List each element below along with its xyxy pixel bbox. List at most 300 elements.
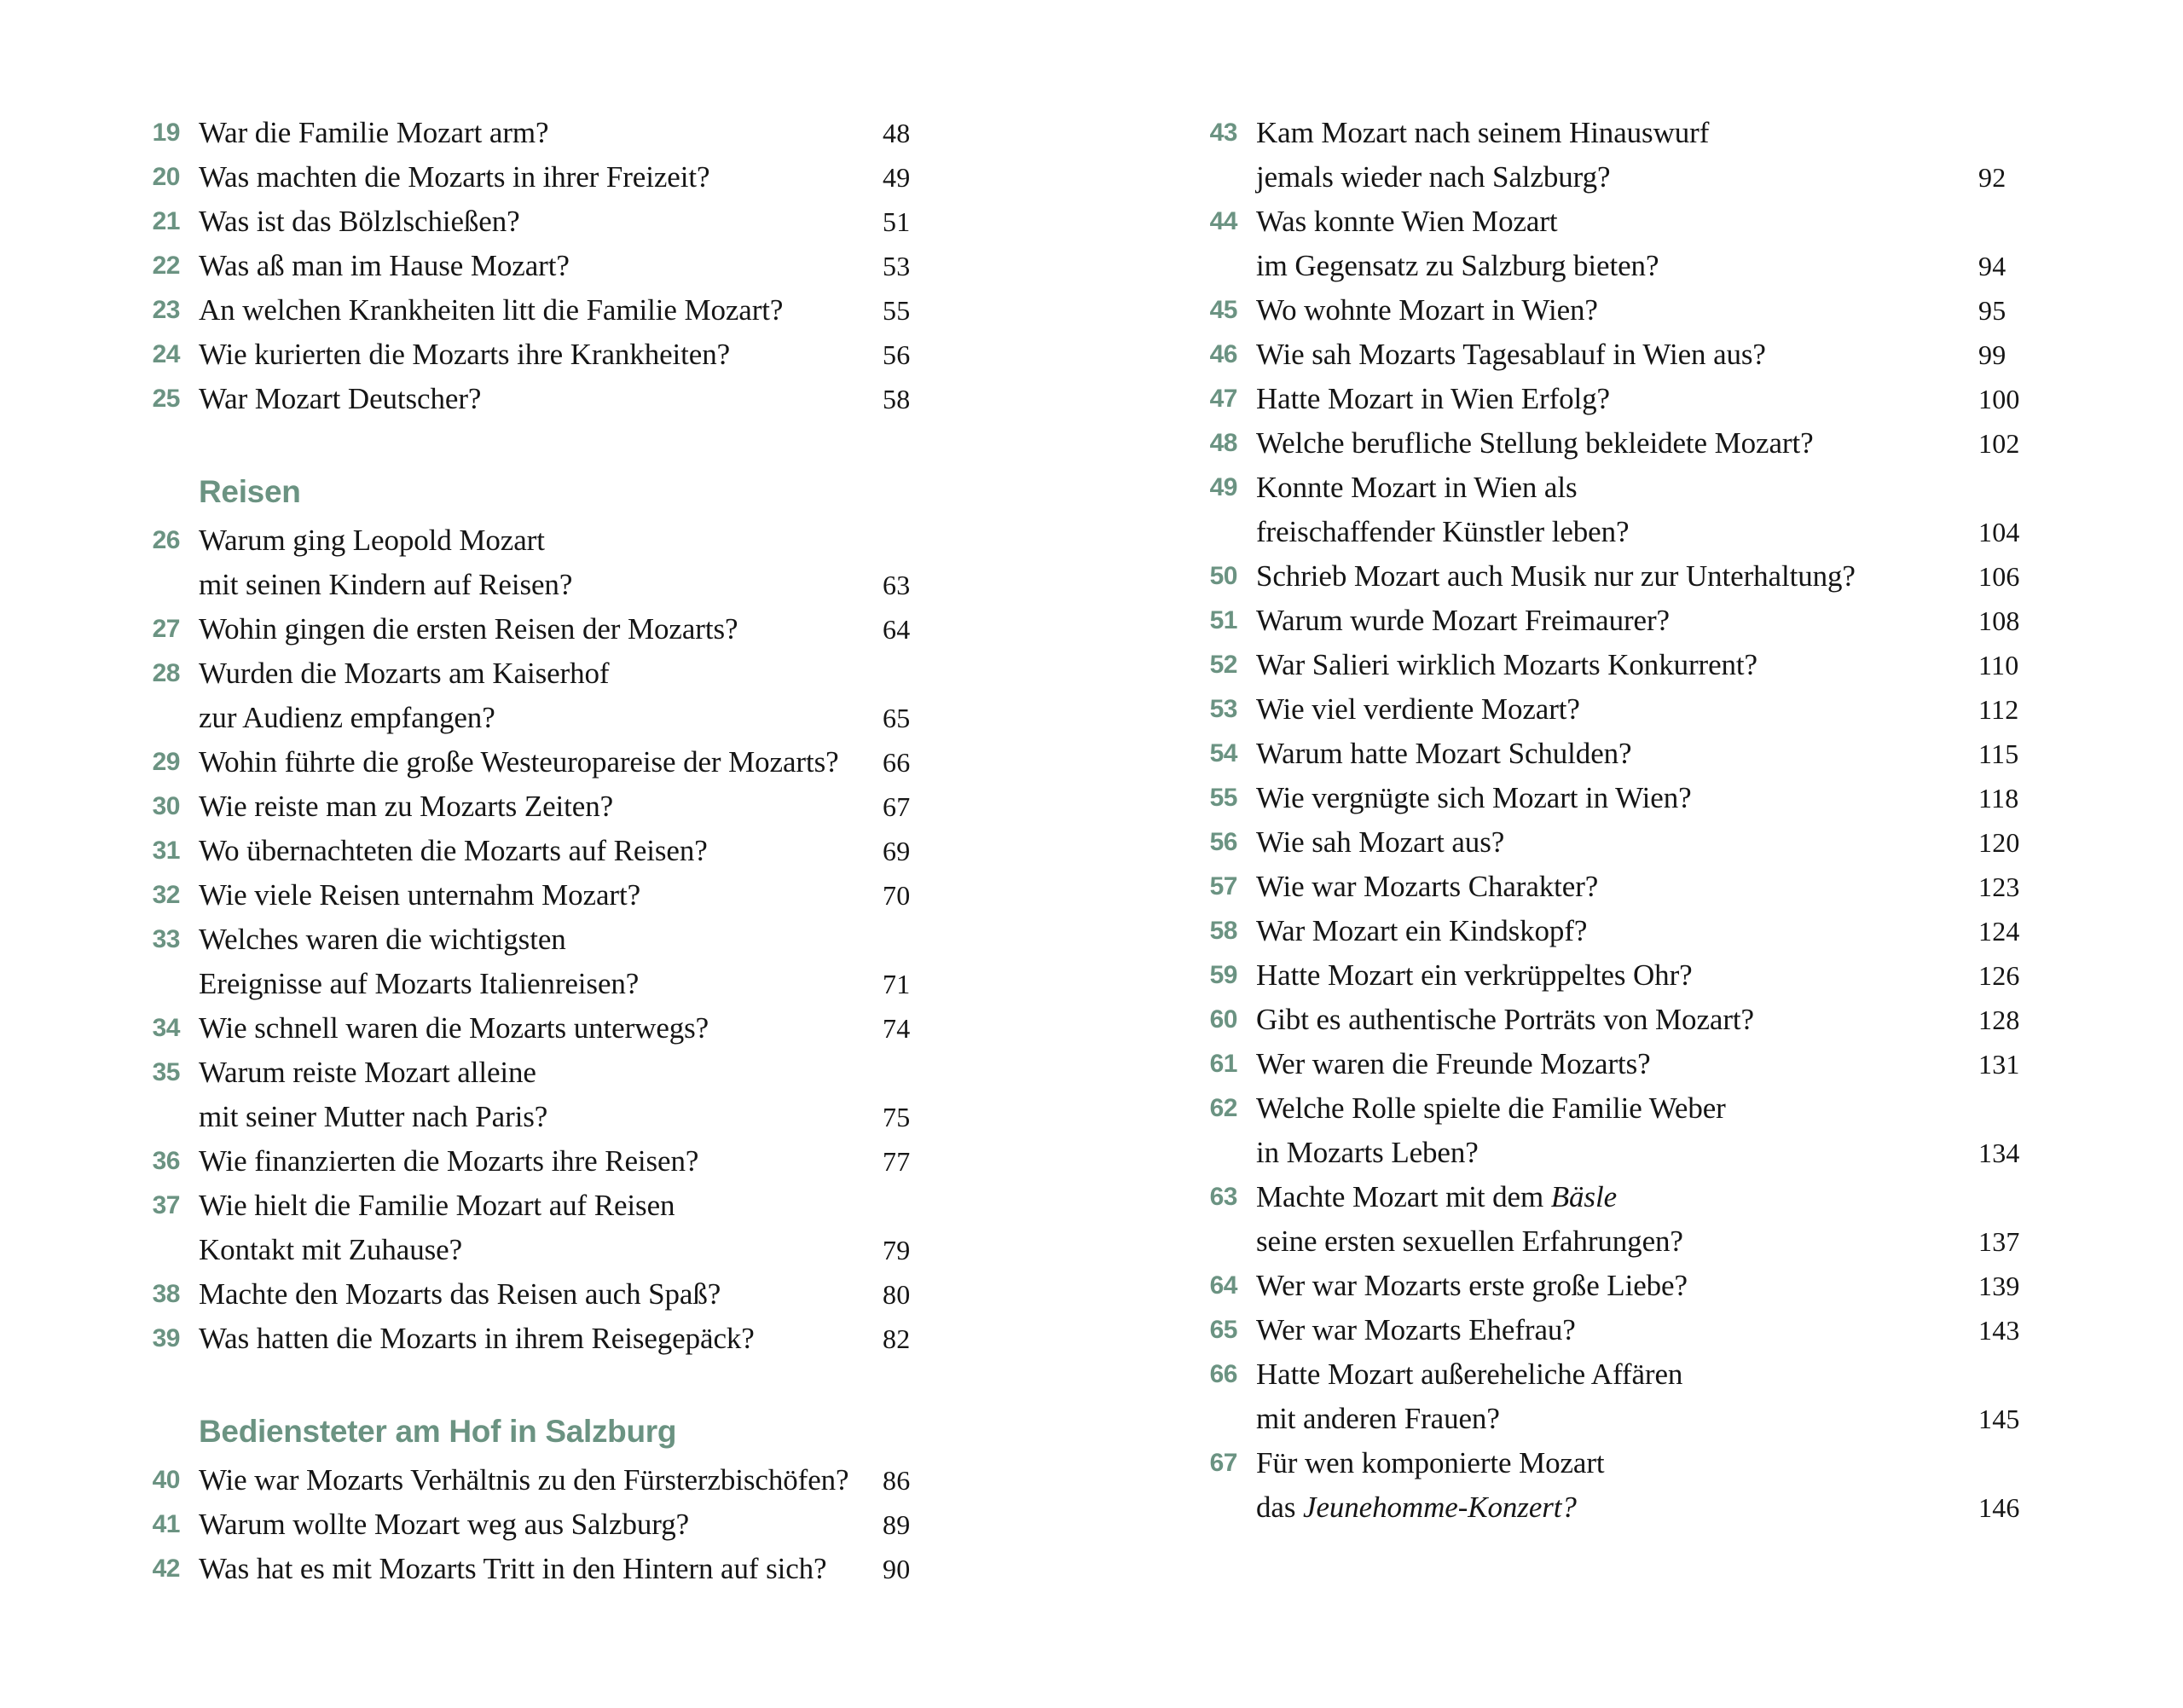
toc-entry-line: [199, 1502, 985, 1547]
toc-entry-title: Wie kurierten die Mozarts ihre Krankheiten?: [199, 338, 731, 371]
toc-entry[interactable]: [132, 1051, 985, 1139]
toc-entry[interactable]: [1190, 865, 2081, 909]
toc-entry-number: 54: [1209, 739, 1237, 767]
toc-entry-page-number: 112: [1978, 694, 2019, 725]
toc-entry[interactable]: [132, 651, 985, 740]
toc-entry-number: 30: [152, 791, 180, 820]
toc-entry-body: [180, 1139, 985, 1184]
toc-entry-title: Was hat es mit Mozarts Tritt in den Hintern auf sich?: [199, 1551, 827, 1585]
toc-entry-title: Warum reiste Mozart alleine: [199, 1055, 536, 1089]
toc-entry-body: [1237, 1175, 2081, 1264]
toc-entry-number: 19: [152, 119, 180, 147]
toc-entry-title: Was aß man im Hause Mozart?: [199, 249, 570, 282]
toc-column-left: [132, 111, 985, 1591]
toc-entry-body: [180, 1458, 985, 1502]
toc-entry-page-number: 99: [1978, 339, 2006, 370]
toc-entry-title: jemals wieder nach Salzburg?: [1256, 160, 1611, 194]
toc-entry-title: Wie finanzierten die Mozarts ihre Reisen?: [199, 1143, 699, 1178]
toc-entry-title: Wie sah Mozart aus?: [1256, 825, 1505, 859]
toc-entry-body: [1237, 599, 2081, 643]
toc-entry-number: 25: [152, 385, 180, 413]
toc-entry[interactable]: [1190, 1441, 2081, 1530]
toc-entry-line: [1256, 1042, 2081, 1086]
toc-entry[interactable]: [132, 288, 985, 333]
toc-entry-body: [180, 1317, 985, 1361]
toc-entry[interactable]: [1190, 1042, 2081, 1086]
toc-entry-number: 60: [1209, 1005, 1237, 1033]
toc-entry-page-number: 90: [883, 1553, 911, 1584]
toc-entry-body: [1237, 865, 2081, 909]
toc-entry-line: [199, 333, 985, 377]
toc-entry-number: 28: [152, 658, 180, 687]
toc-entry-line: [199, 918, 985, 962]
toc-entry-body: [180, 873, 985, 918]
toc-entry-page-number: 108: [1978, 605, 2020, 636]
toc-entry-line: [1256, 953, 2081, 998]
toc-entry-title: Warum ging Leopold Mozart: [199, 523, 545, 557]
toc-entry-page-number: 89: [883, 1508, 911, 1540]
toc-entry-page-number: 56: [883, 339, 911, 370]
toc-entry-body: [180, 1502, 985, 1547]
toc-entry-body: [180, 155, 985, 200]
toc-entry-line: [199, 1547, 985, 1591]
toc-entry-number: 48: [1209, 429, 1237, 457]
toc-entry-number: 29: [152, 747, 180, 776]
toc-entry-page-number: 80: [883, 1278, 911, 1310]
toc-entry-line: [1256, 1485, 2081, 1530]
toc-entry-body: [180, 518, 985, 607]
toc-entry-line: [1256, 1397, 2081, 1441]
toc-entry-page-number: 128: [1978, 1005, 2020, 1035]
section-heading: Bediensteter am Hof in Salzburg: [199, 1413, 677, 1449]
toc-entry[interactable]: [132, 918, 985, 1006]
toc-entry-line: [1256, 1352, 2081, 1397]
toc-entry-title: Wer waren die Freunde Mozarts?: [1256, 1047, 1651, 1080]
toc-entry-page-number: 77: [883, 1145, 911, 1177]
toc-entry-body: [180, 1272, 985, 1317]
toc-entry-title: in Mozarts Leben?: [1256, 1136, 1479, 1169]
toc-entry-title: Wie sah Mozarts Tagesablauf in Wien aus?: [1256, 338, 1766, 371]
toc-entry-title: Wie viele Reisen unternahm Mozart?: [199, 877, 641, 912]
toc-entry-page-number: 58: [883, 384, 911, 414]
toc-entry[interactable]: [1190, 1308, 2081, 1352]
toc-entry-body: [180, 333, 985, 377]
toc-entry[interactable]: [1190, 776, 2081, 820]
toc-entry-number: 58: [1209, 917, 1237, 945]
section-spacer: [132, 1361, 985, 1410]
toc-entry[interactable]: [132, 607, 985, 651]
toc-entry-page-number: 53: [883, 251, 911, 281]
toc-entry-page-number: 120: [1978, 827, 2020, 858]
toc-entry-line: [1256, 1086, 2081, 1131]
toc-entry-line: [199, 1228, 985, 1272]
toc-entry-number: 21: [152, 207, 180, 235]
toc-entry-line: [199, 651, 985, 696]
toc-entry[interactable]: [132, 377, 985, 421]
toc-entry-page-number: 49: [883, 162, 911, 193]
toc-entry[interactable]: [1190, 687, 2081, 732]
toc-entry-title: Wie schnell waren die Mozarts unterwegs?: [199, 1010, 709, 1045]
toc-entry-page-number: 126: [1978, 960, 2020, 991]
toc-entry-body: [180, 1051, 985, 1139]
toc-entry-body: [180, 1006, 985, 1051]
toc-entry[interactable]: [1190, 909, 2081, 953]
toc-entry-number: 64: [1209, 1271, 1237, 1300]
toc-entry-page-number: 118: [1978, 783, 2019, 813]
toc-entry-line: [199, 111, 985, 155]
toc-entry-number: 20: [152, 163, 180, 191]
toc-entry-number: 32: [152, 880, 180, 909]
toc-entry-line: [1256, 1308, 2081, 1352]
toc-entry-number: 45: [1209, 296, 1237, 324]
toc-entry-body: [180, 200, 985, 244]
toc-entry[interactable]: [1190, 1352, 2081, 1441]
toc-entry-title: Hatte Mozart außereheliche Affären: [1256, 1358, 1683, 1391]
toc-entry-body: [180, 607, 985, 651]
toc-entry-line: [199, 1184, 985, 1228]
toc-entry-line: [1256, 244, 2081, 288]
toc-entry[interactable]: [132, 1502, 985, 1547]
toc-entry-number: 49: [1209, 473, 1237, 501]
toc-entry-number: 43: [1209, 119, 1237, 147]
toc-entry-number: 39: [152, 1323, 180, 1352]
toc-entry-title: War die Familie Mozart arm?: [199, 116, 549, 149]
toc-entry-title: zur Audienz empfangen?: [199, 700, 495, 734]
toc-entry[interactable]: [132, 333, 985, 377]
toc-entry-body: [1237, 111, 2081, 200]
toc-entry[interactable]: [1190, 111, 2081, 200]
toc-entry-body: [1237, 421, 2081, 466]
toc-entry-title: Was ist das Bölzlschießen?: [199, 205, 520, 238]
toc-entry-line: [1256, 599, 2081, 643]
toc-entry-title: das Jeunehomme-Konzert?: [1256, 1491, 1577, 1524]
toc-entry-line: [1256, 155, 2081, 200]
toc-columns: [132, 111, 2089, 1591]
toc-entry[interactable]: [132, 111, 985, 155]
toc-entry-line: [199, 244, 985, 288]
toc-entry[interactable]: [132, 155, 985, 200]
toc-entry[interactable]: [132, 200, 985, 244]
toc-entry-body: [180, 829, 985, 873]
toc-entry-number: 59: [1209, 961, 1237, 989]
toc-entry[interactable]: [132, 1184, 985, 1272]
toc-entry[interactable]: [1190, 333, 2081, 377]
toc-entry-line: [1256, 1131, 2081, 1175]
toc-entry-line: [1256, 554, 2081, 599]
toc-entry-body: [180, 288, 985, 333]
toc-entry-number: 35: [152, 1057, 180, 1086]
toc-entry-page-number: 75: [883, 1101, 911, 1132]
toc-entry-title: Welche Rolle spielte die Familie Weber: [1256, 1091, 1726, 1125]
toc-entry[interactable]: [1190, 1086, 2081, 1175]
toc-entry-title: Wie hielt die Familie Mozart auf Reisen: [199, 1188, 675, 1222]
toc-entry-line: [199, 785, 985, 829]
toc-entry-title: War Mozart ein Kindskopf?: [1256, 914, 1588, 947]
toc-entry-number: 47: [1209, 385, 1237, 413]
toc-entry[interactable]: [132, 1006, 985, 1051]
toc-entry-title: Wie vergnügte sich Mozart in Wien?: [1256, 781, 1692, 814]
toc-entry-page-number: 145: [1978, 1404, 2020, 1434]
toc-entry-page-number: 69: [883, 835, 911, 866]
toc-entry-number: 40: [152, 1465, 180, 1494]
toc-entry-title: mit anderen Frauen?: [1256, 1402, 1500, 1435]
toc-entry-body: [180, 740, 985, 785]
toc-entry-title: freischaffender Künstler leben?: [1256, 515, 1630, 548]
toc-entry-number: 51: [1209, 606, 1237, 634]
toc-entry-line: [199, 1317, 985, 1361]
toc-entry-line: [199, 1051, 985, 1095]
toc-entry-page-number: 110: [1978, 650, 2019, 680]
toc-entry-number: 38: [152, 1279, 180, 1308]
toc-entry-number: 24: [152, 340, 180, 368]
toc-entry-title: Wie war Mozarts Verhältnis zu den Fürsterzbischöfen?: [199, 1462, 849, 1497]
toc-entry-line: [199, 155, 985, 200]
toc-entry-title: Kontakt mit Zuhause?: [199, 1232, 463, 1266]
toc-entry[interactable]: [1190, 643, 2081, 687]
toc-entry-line: [199, 1006, 985, 1051]
toc-entry-body: [1237, 554, 2081, 599]
toc-entry-line: [199, 288, 985, 333]
toc-entry-number: 26: [152, 525, 180, 554]
toc-entry-page-number: 48: [883, 118, 911, 148]
toc-entry-page-number: 124: [1978, 916, 2020, 947]
toc-entry-title: Welches waren die wichtigsten: [199, 922, 566, 956]
toc-entry-page-number: 82: [883, 1323, 911, 1354]
toc-entry[interactable]: [1190, 554, 2081, 599]
toc-entry-body: [1237, 1086, 2081, 1175]
toc-entry-page-number: 143: [1978, 1315, 2020, 1346]
toc-entry-line: [1256, 776, 2081, 820]
toc-entry-line: [1256, 1219, 2081, 1264]
toc-entry-number: 52: [1209, 651, 1237, 679]
toc-entry-title: Ereignisse auf Mozarts Italienreisen?: [199, 966, 640, 1000]
toc-entry-title: seine ersten sexuellen Erfahrungen?: [1256, 1225, 1683, 1258]
toc-entry-body: [180, 1184, 985, 1272]
toc-entry-title: Machte Mozart mit dem Bäsle: [1256, 1180, 1618, 1213]
toc-entry-title: Konnte Mozart in Wien als: [1256, 471, 1578, 504]
toc-entry-title: mit seinen Kindern auf Reisen?: [199, 567, 573, 601]
toc-entry-title: Hatte Mozart ein verkrüppeltes Ohr?: [1256, 958, 1693, 992]
toc-entry-number: 44: [1209, 207, 1237, 235]
toc-entry-page-number: 100: [1978, 384, 2020, 414]
toc-entry-title: Wie war Mozarts Charakter?: [1256, 870, 1599, 903]
toc-entry-line: [1256, 200, 2081, 244]
toc-entry-body: [180, 244, 985, 288]
toc-entry-page-number: 63: [883, 569, 911, 600]
toc-entry[interactable]: [132, 1139, 985, 1184]
toc-entry-line: [1256, 333, 2081, 377]
toc-entry-title: Wer war Mozarts erste große Liebe?: [1256, 1269, 1688, 1302]
toc-entry-page-number: 139: [1978, 1271, 2020, 1301]
toc-entry-title: War Mozart Deutscher?: [199, 382, 482, 415]
toc-entry-title: An welchen Krankheiten litt die Familie Mozart?: [199, 293, 784, 327]
toc-entry-line: [1256, 466, 2081, 510]
toc-entry-line: [1256, 643, 2081, 687]
toc-entry-page-number: 137: [1978, 1226, 2020, 1257]
toc-entry-page-number: 106: [1978, 561, 2020, 592]
toc-entry[interactable]: [1190, 599, 2081, 643]
toc-entry-line: [1256, 1175, 2081, 1219]
toc-entry-title: Wohin gingen die ersten Reisen der Mozarts?: [199, 611, 738, 646]
toc-entry-number: 67: [1209, 1449, 1237, 1477]
toc-entry-body: [1237, 732, 2081, 776]
toc-entry-page-number: 131: [1978, 1049, 2020, 1080]
toc-entry-title: Wie viel verdiente Mozart?: [1256, 692, 1580, 726]
toc-entry-line: [199, 962, 985, 1006]
toc-entry[interactable]: [132, 244, 985, 288]
toc-entry-page-number: 94: [1978, 251, 2006, 281]
toc-entry[interactable]: [1190, 953, 2081, 998]
toc-entry-page-number: 95: [1978, 295, 2006, 326]
toc-entry-page-number: 102: [1978, 428, 2020, 459]
toc-entry-page-number: 134: [1978, 1138, 2020, 1168]
toc-entry-number: 65: [1209, 1316, 1237, 1344]
toc-entry-body: [1237, 1441, 2081, 1530]
toc-entry-line: [1256, 421, 2081, 466]
toc-entry-body: [1237, 909, 2081, 953]
toc-entry-page-number: 55: [883, 295, 911, 326]
toc-entry-title: Kam Mozart nach seinem Hinauswurf: [1256, 116, 1710, 149]
toc-entry-page-number: 67: [883, 790, 911, 822]
toc-entry[interactable]: [1190, 820, 2081, 865]
toc-entry-number: 55: [1209, 784, 1237, 812]
toc-entry[interactable]: [1190, 1175, 2081, 1264]
toc-entry-title: Wer war Mozarts Ehefrau?: [1256, 1313, 1576, 1346]
toc-entry-body: [180, 111, 985, 155]
toc-entry-number: 53: [1209, 695, 1237, 723]
toc-entry-title: Was konnte Wien Mozart: [1256, 205, 1558, 238]
toc-entry-body: [1237, 1042, 2081, 1086]
toc-entry-body: [1237, 953, 2081, 998]
toc-entry-number: 66: [1209, 1360, 1237, 1388]
toc-entry-title: Was hatten die Mozarts in ihrem Reisegepäck?: [199, 1321, 755, 1355]
toc-entry-number: 27: [152, 614, 180, 643]
toc-entry-number: 36: [152, 1146, 180, 1175]
toc-entry-title: Wurden die Mozarts am Kaiserhof: [199, 656, 610, 690]
toc-entry-line: [199, 740, 985, 785]
toc-entry-line: [1256, 732, 2081, 776]
toc-entry-page-number: 70: [883, 879, 911, 911]
toc-entry-line: [199, 696, 985, 740]
toc-entry[interactable]: [1190, 732, 2081, 776]
toc-entry-line: [199, 829, 985, 873]
toc-entry-page-number: 74: [883, 1012, 911, 1044]
toc-entry-number: 50: [1209, 562, 1237, 590]
toc-entry-number: 41: [152, 1509, 180, 1538]
toc-entry[interactable]: [1190, 200, 2081, 288]
toc-entry-title: Wie reiste man zu Mozarts Zeiten?: [199, 789, 614, 823]
toc-entry-title: Wo übernachteten die Mozarts auf Reisen?: [199, 833, 708, 867]
toc-entry-page-number: 79: [883, 1234, 911, 1265]
toc-entry-line: [199, 1272, 985, 1317]
toc-entry[interactable]: [132, 1547, 985, 1591]
toc-entry-title: Wohin führte die große Westeuropareise der Mozarts?: [199, 744, 839, 779]
toc-entry-body: [1237, 377, 2081, 421]
toc-entry-body: [1237, 643, 2081, 687]
section-heading: Reisen: [199, 474, 301, 509]
toc-entry-title: Für wen komponierte Mozart: [1256, 1446, 1605, 1479]
toc-entry-title: Warum wurde Mozart Freimaurer?: [1256, 604, 1670, 637]
toc-entry-title: Hatte Mozart in Wien Erfolg?: [1256, 382, 1610, 415]
toc-entry-title: mit seiner Mutter nach Paris?: [199, 1099, 548, 1133]
toc-entry-number: 34: [152, 1013, 180, 1042]
toc-entry-line: [199, 563, 985, 607]
toc-entry-page-number: 92: [1978, 162, 2006, 193]
toc-entry-title: War Salieri wirklich Mozarts Konkurrent?: [1256, 648, 1757, 681]
toc-entry[interactable]: [1190, 998, 2081, 1042]
toc-entry[interactable]: [132, 829, 985, 873]
toc-entry-page-number: 64: [883, 613, 911, 645]
toc-entry-title: Welche berufliche Stellung bekleidete Mozart?: [1256, 426, 1814, 460]
toc-entry-line: [1256, 111, 2081, 155]
toc-entry[interactable]: [132, 1458, 985, 1502]
toc-entry-title: Was machten die Mozarts in ihrer Freizeit?: [199, 160, 710, 194]
toc-entry[interactable]: [1190, 1264, 2081, 1308]
toc-entry-number: 23: [152, 296, 180, 324]
toc-entry[interactable]: [1190, 421, 2081, 466]
toc-entry-page-number: 71: [883, 968, 911, 999]
toc-entry-line: [1256, 687, 2081, 732]
toc-entry[interactable]: [132, 785, 985, 829]
toc-entry[interactable]: [132, 740, 985, 785]
toc-entry-body: [1237, 200, 2081, 288]
toc-entry-number: 46: [1209, 340, 1237, 368]
toc-entry-line: [199, 200, 985, 244]
toc-entry-line: [199, 1095, 985, 1139]
toc-entry-body: [1237, 687, 2081, 732]
toc-entry[interactable]: [132, 1317, 985, 1361]
toc-entry-body: [1237, 1264, 2081, 1308]
toc-entry-body: [180, 918, 985, 1006]
toc-entry-number: 57: [1209, 872, 1237, 900]
toc-entry[interactable]: [132, 873, 985, 918]
toc-entry-page-number: 86: [883, 1464, 911, 1496]
toc-entry-line: [1256, 1441, 2081, 1485]
toc-entry-body: [180, 785, 985, 829]
toc-entry-line: [1256, 909, 2081, 953]
toc-entry-body: [1237, 466, 2081, 554]
toc-entry-line: [199, 518, 985, 563]
toc-entry-title: im Gegensatz zu Salzburg bieten?: [1256, 249, 1659, 282]
toc-entry-body: [1237, 288, 2081, 333]
toc-entry[interactable]: [1190, 466, 2081, 554]
toc-entry-line: [1256, 820, 2081, 865]
toc-entry-body: [180, 377, 985, 421]
toc-entry-number: 56: [1209, 828, 1237, 856]
toc-entry[interactable]: [1190, 288, 2081, 333]
toc-entry-body: [180, 1547, 985, 1591]
toc-entry-title: Machte den Mozarts das Reisen auch Spaß?: [199, 1277, 721, 1311]
toc-entry-number: 22: [152, 252, 180, 280]
toc-entry-page-number: 104: [1978, 517, 2020, 547]
toc-entry-number: 62: [1209, 1094, 1237, 1122]
toc-entry-page-number: 146: [1978, 1492, 2020, 1523]
toc-entry[interactable]: [1190, 377, 2081, 421]
toc-entry-number: 31: [152, 836, 180, 865]
toc-entry-number: 37: [152, 1190, 180, 1219]
toc-entry-line: [199, 873, 985, 918]
toc-entry-line: [199, 1458, 985, 1502]
toc-entry-body: [1237, 333, 2081, 377]
toc-entry[interactable]: [132, 1272, 985, 1317]
toc-entry-page-number: 66: [883, 746, 911, 778]
toc-entry-body: [1237, 998, 2081, 1042]
toc-entry[interactable]: [132, 518, 985, 607]
toc-entry-title: Gibt es authentische Porträts von Mozart?: [1256, 1003, 1754, 1036]
toc-entry-title: Schrieb Mozart auch Musik nur zur Unterhaltung?: [1256, 559, 1856, 593]
section-spacer: [132, 421, 985, 471]
toc-entry-number: 61: [1209, 1050, 1237, 1078]
